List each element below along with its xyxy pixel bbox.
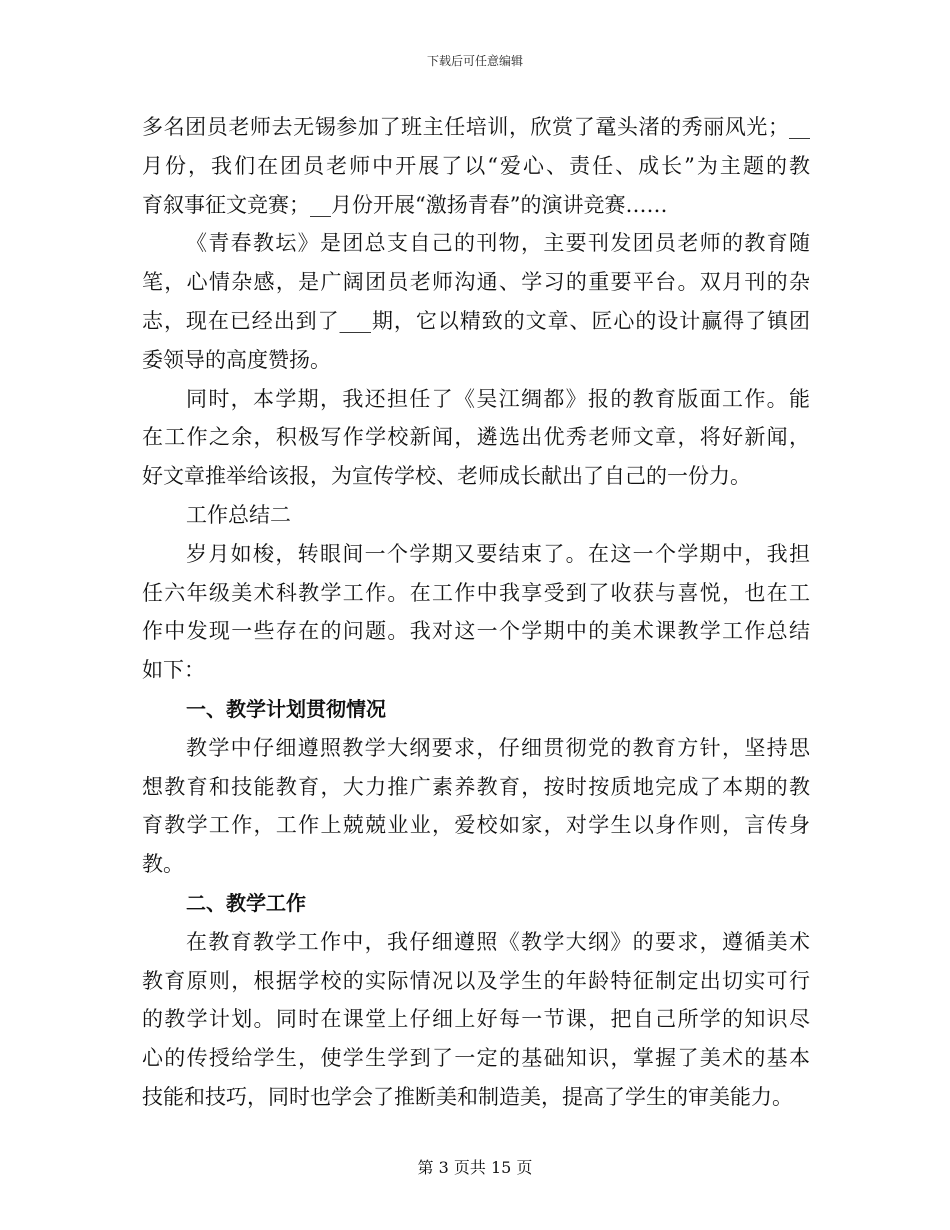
text-line: 委领导的高度赞扬。 [142, 347, 331, 372]
text-line: 如下： [142, 658, 205, 683]
text-line: 育教学工作，工作上兢兢业业，爱校如家，对学生以身作则，言传身 [142, 813, 810, 838]
text-line: 教。 [142, 852, 184, 877]
text-line: 好文章推举给该报，为宣传学校、老师成长献出了自己的一份力。 [142, 464, 751, 489]
text-line: 任六年级美术科教学工作。在工作中我享受到了收获与喜悦，也在工 [142, 580, 810, 605]
paragraph [142, 224, 810, 379]
text-line: 多名团员老师去无锡参加了班主任培训，欣赏了鼋头渚的秀丽风光；__ [142, 115, 810, 139]
text-line: 月份，我们在团员老师中开展了以“爱心、责任、成长”为主题的教 [142, 153, 810, 178]
text-line: 的教学计划。同时在课堂上仔细上好每一节课，把自己所学的知识尽 [142, 1007, 810, 1032]
page-number: 第 3 页共 15 页 [417, 1158, 533, 1177]
text-line: 作中发现一些存在的问题。我对这一个学期中的美术课教学工作总结 [142, 619, 810, 644]
text-line: 教育原则，根据学校的实际情况以及学生的年龄特征制定出切实可行 [142, 968, 810, 993]
section-heading [142, 884, 810, 923]
text-line: 心的传授给学生，使学生学到了一定的基础知识，掌握了美术的基本 [142, 1046, 810, 1071]
text-line: 同时，本学期，我还担任了《吴江绸都》报的教育版面工作。能 [186, 386, 810, 411]
section-heading-text: 一、教学计划贯彻情况 [186, 696, 386, 721]
text-line: 志，现在已经出到了___期，它以精致的文章、匠心的设计赢得了镇团 [142, 308, 810, 333]
page-header-note: 下载后可任意编辑 [426, 54, 523, 68]
text-line: 教学中仔细遵照教学大纲要求，仔细贯彻党的教育方针，坚持思 [186, 735, 810, 760]
paragraph [142, 108, 810, 224]
section-heading [142, 690, 810, 729]
text-line: 在工作之余，积极写作学校新闻，遴选出优秀老师文章，将好新闻， [142, 425, 810, 450]
text-line: 想教育和技能教育，大力推广素养教育，按时按质地完成了本期的教 [142, 774, 810, 799]
text-line: 育叙事征文竞赛；__月份开展“激扬青春”的演讲竞赛…… [142, 192, 668, 217]
section-heading-text: 二、教学工作 [186, 890, 306, 915]
text-line: 岁月如梭，转眼间一个学期又要结束了。在这一个学期中，我担 [186, 541, 810, 566]
section-title-text: 工作总结二 [186, 502, 291, 527]
text-line: 笔，心情杂感，是广阔团员老师沟通、学习的重要平台。双月刊的杂 [142, 270, 810, 295]
paragraph [142, 535, 810, 690]
paragraph [142, 729, 810, 884]
paragraph [142, 923, 810, 1117]
text-line: 《青春教坛》是团总支自己的刊物，主要刊发团员老师的教育随 [186, 231, 810, 256]
text-line: 在教育教学工作中，我仔细遵照《教学大纲》的要求，遵循美术 [186, 929, 810, 954]
text-line: 技能和技巧，同时也学会了推断美和制造美，提高了学生的审美能力。 [142, 1084, 793, 1109]
paragraph [142, 380, 810, 496]
section-title [142, 496, 810, 535]
document-body [142, 108, 810, 1117]
